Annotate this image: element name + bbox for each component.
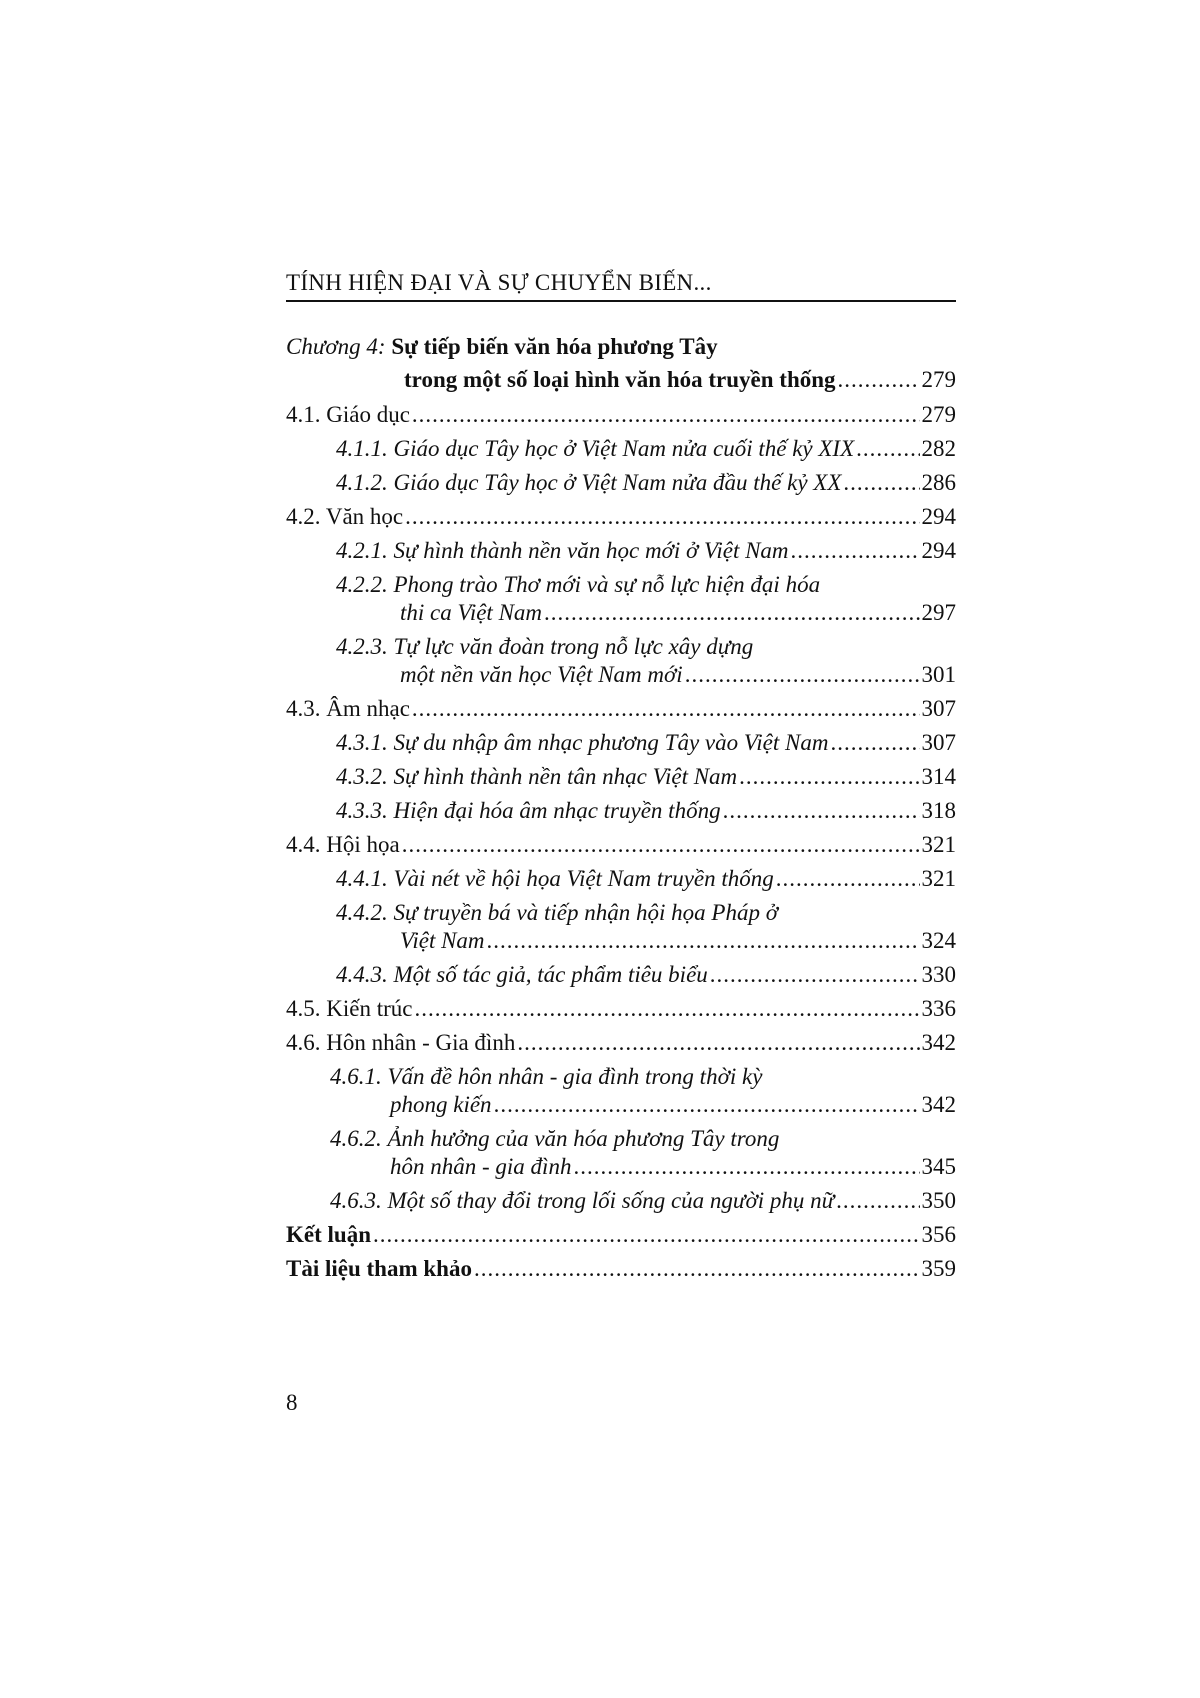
toc-page-number: 294 [921,538,956,563]
toc-entry-section[interactable] [286,828,956,862]
toc-entry-text: thi ca Việt Nam [400,600,543,625]
toc-entry-text: 4.6.3. Một số thay đổi trong lối sống của người phụ nữ [330,1188,835,1213]
toc-entry-section[interactable] [286,1026,956,1060]
toc-page-number: 307 [921,730,956,755]
toc-page-number: 356 [921,1222,956,1247]
toc-entry-subsection[interactable] [336,466,956,500]
toc-page-number: 342 [921,1030,956,1055]
toc-page-number: 279 [921,402,956,427]
toc-page-number: 301 [921,662,956,687]
dot-leader [573,1150,919,1184]
toc-page-number: 342 [921,1092,956,1117]
toc-page-number: 336 [921,996,956,1021]
toc-entry-text: 4.4.1. Vài nét về hội họa Việt Nam truyền thống [336,866,774,891]
toc-entry-section[interactable] [286,992,956,1026]
toc-entry-subsection-line2[interactable] [400,658,956,692]
toc-entry-subsection[interactable] [336,432,956,466]
toc-entry-text: 4.1.1. Giáo dục Tây học ở Việt Nam nửa cuối thế kỷ XIX [336,436,855,461]
toc-entry-text: 4.3. Âm nhạc [286,696,410,721]
toc-entry-section[interactable] [286,398,956,432]
toc-entry-text: Việt Nam [400,928,485,953]
dot-leader [412,692,920,726]
toc-page-number: 314 [921,764,956,789]
toc-entry-subsection[interactable] [336,958,956,992]
toc-page-number: 321 [921,866,956,891]
dot-leader [405,500,919,534]
toc-entry-text: phong kiến [390,1092,492,1117]
toc-entry-section[interactable] [286,692,956,726]
toc-entry-subsection[interactable] [336,794,956,828]
toc-entry-text: 4.6.2. Ảnh hưởng của văn hóa phương Tây trong [330,1126,780,1151]
toc-page-number: 318 [921,798,956,823]
toc-entry-text: 4.5. Kiến trúc [286,996,413,1021]
toc-entry-text: 4.2.1. Sự hình thành nền văn học mới ở Việt Nam [336,538,789,563]
toc-page-number: 321 [921,832,956,857]
dot-leader [838,363,920,397]
toc-entry-subsection[interactable] [336,760,956,794]
dot-leader [402,828,920,862]
toc-page-number: 294 [921,504,956,529]
dot-leader [739,760,919,794]
toc-entry-text: một nền văn học Việt Nam mới [400,662,683,687]
dot-leader [494,1088,920,1122]
toc-page-number: 307 [921,696,956,721]
toc-entry-text: 4.3.3. Hiện đại hóa âm nhạc truyền thống [336,798,721,823]
toc-entry-text: 4.6.1. Vấn đề hôn nhân - gia đình trong thời kỳ [330,1064,763,1089]
toc-page-number: 324 [921,928,956,953]
chapter-label: Chương 4: [286,334,386,359]
dot-leader [685,658,920,692]
running-header [286,260,956,302]
chapter-title-line2[interactable] [404,363,956,397]
dot-leader [487,924,920,958]
toc-entry-text: 4.4.2. Sự truyền bá và tiếp nhận hội họa Pháp ở [336,900,778,925]
toc-entry-subsection-line2[interactable] [400,596,956,630]
dot-leader [836,1184,919,1218]
dot-leader [830,726,919,760]
dot-leader [723,794,920,828]
toc-page-number: 350 [921,1188,956,1213]
toc-page-number: 330 [921,962,956,987]
toc-entry-text: 4.1. Giáo dục [286,402,410,427]
toc-entry-text: 4.3.1. Sự du nhập âm nhạc phương Tây vào Việt Nam [336,730,829,755]
toc-entry-text: Kết luận [286,1222,371,1247]
toc-entry-references[interactable] [286,1252,956,1286]
toc-page-number: 345 [921,1154,956,1179]
toc-entry-text: 4.1.2. Giáo dục Tây học ở Việt Nam nửa đầu thế kỷ XX [336,470,842,495]
toc-entry-section[interactable] [286,500,956,534]
running-header-text: TÍNH HIỆN ĐẠI VÀ SỰ CHUYỂN BIẾN... [286,270,712,295]
dot-leader [373,1218,920,1252]
dot-leader [843,466,919,500]
toc-page-number: 297 [921,600,956,625]
toc-page-number: 282 [921,436,956,461]
toc-entry-subsection[interactable] [336,726,956,760]
dot-leader [414,992,919,1026]
toc-entry-subsection-line2[interactable] [390,1088,956,1122]
toc-entry-text: hôn nhân - gia đình [390,1154,572,1179]
chapter-title: Sự tiếp biến văn hóa phương Tây [391,334,718,359]
page-number: 8 [286,1390,298,1415]
toc-entry-text: 4.3.2. Sự hình thành nền tân nhạc Việt Nam [336,764,738,789]
toc-entry-text: 4.6. Hôn nhân - Gia đình [286,1030,516,1055]
dot-leader [791,534,920,568]
toc-entry-subsection[interactable] [330,1184,956,1218]
toc-entry-subsection-line2[interactable] [390,1150,956,1184]
toc-entry-subsection[interactable] [336,862,956,896]
toc-page-number: 286 [921,470,956,495]
toc-entry-subsection-line2[interactable] [400,924,956,958]
toc-entry-text: 4.2.3. Tự lực văn đoàn trong nỗ lực xây dựng [336,634,754,659]
toc-entry-text: 4.2. Văn học [286,504,404,529]
toc-entry-text: 4.2.2. Phong trào Thơ mới và sự nỗ lực hiện đại hóa [336,572,821,597]
dot-leader [544,596,919,630]
toc-entry-text: Tài liệu tham khảo [286,1256,472,1281]
toc-entry-conclusion[interactable] [286,1218,956,1252]
dot-leader [517,1026,919,1060]
toc-entry-text: 4.4. Hội họa [286,832,400,857]
toc-page-number: 359 [921,1256,956,1281]
toc-entry-text: trong một số loại hình văn hóa truyền thống [404,367,836,392]
dot-leader [856,432,919,466]
toc-entry-text: 4.4.3. Một số tác giả, tác phẩm tiêu biểu [336,962,708,987]
toc-entry-subsection[interactable] [336,534,956,568]
dot-leader [474,1252,920,1286]
dot-leader [710,958,920,992]
dot-leader [412,398,920,432]
chapter-title-line1 [286,330,718,364]
dot-leader [776,862,920,896]
toc-page-number: 279 [921,367,956,392]
